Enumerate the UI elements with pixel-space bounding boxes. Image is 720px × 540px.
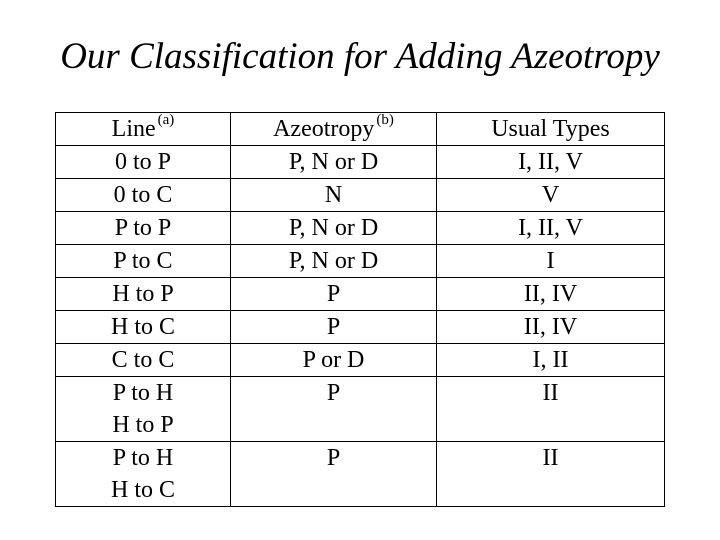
table-row xyxy=(56,146,665,179)
cell-azeotropy: P xyxy=(231,377,437,442)
cell-azeotropy: P xyxy=(231,442,437,507)
line-text: H to C xyxy=(110,477,175,503)
table-row xyxy=(56,344,665,377)
header-line-label: Line xyxy=(111,116,156,142)
header-line-note: (a) xyxy=(157,112,175,128)
cell-azeotropy: N xyxy=(231,179,437,212)
header-azeotropy-note: (b) xyxy=(376,112,394,128)
table-header-row xyxy=(56,113,665,146)
cell-line xyxy=(56,442,231,507)
cell-usual-types: V xyxy=(437,179,665,212)
line-text: H to P xyxy=(112,412,174,438)
table-row xyxy=(56,212,665,245)
cell-usual-types: I, II xyxy=(437,344,665,377)
header-usual-types-label: Usual Types xyxy=(491,116,610,142)
azeotropy-classification-table xyxy=(55,112,665,507)
cell-usual-types: II, IV xyxy=(437,278,665,311)
cell-azeotropy: P, N or D xyxy=(231,146,437,179)
classification-table-wrapper xyxy=(55,112,664,507)
cell-line xyxy=(56,377,231,442)
line-text: P to P xyxy=(114,215,172,241)
table-row xyxy=(56,442,665,507)
table-row xyxy=(56,245,665,278)
cell-line xyxy=(56,311,231,344)
line-text: 0 to P xyxy=(114,149,171,175)
table-row xyxy=(56,179,665,212)
line-text: H to C xyxy=(110,314,175,340)
header-azeotropy-label: Azeotropy xyxy=(273,116,375,142)
table-row xyxy=(56,311,665,344)
line-text: 0 to C xyxy=(113,182,173,208)
cell-azeotropy: P, N or D xyxy=(231,212,437,245)
cell-line xyxy=(56,245,231,278)
cell-line xyxy=(56,344,231,377)
cell-usual-types: II xyxy=(437,442,665,507)
line-text: P to H xyxy=(112,380,174,406)
cell-line xyxy=(56,212,231,245)
cell-line xyxy=(56,146,231,179)
table-row xyxy=(56,377,665,442)
cell-usual-types: I, II, V xyxy=(437,212,665,245)
cell-azeotropy: P, N or D xyxy=(231,245,437,278)
cell-azeotropy: P xyxy=(231,311,437,344)
line-text: C to C xyxy=(111,347,175,373)
line-text: H to P xyxy=(112,281,174,307)
header-usual-types xyxy=(437,113,665,146)
cell-azeotropy: P xyxy=(231,278,437,311)
table-row xyxy=(56,278,665,311)
cell-azeotropy: P or D xyxy=(231,344,437,377)
line-text: P to H xyxy=(112,445,174,471)
line-text: P to C xyxy=(113,248,173,274)
slide-title: Our Classification for Adding Azeotropy xyxy=(60,36,660,77)
header-azeotropy xyxy=(231,113,437,146)
cell-usual-types: I, II, V xyxy=(437,146,665,179)
header-line xyxy=(56,113,231,146)
cell-usual-types: II xyxy=(437,377,665,442)
cell-usual-types: II, IV xyxy=(437,311,665,344)
cell-usual-types: I xyxy=(437,245,665,278)
cell-line xyxy=(56,278,231,311)
cell-line xyxy=(56,179,231,212)
